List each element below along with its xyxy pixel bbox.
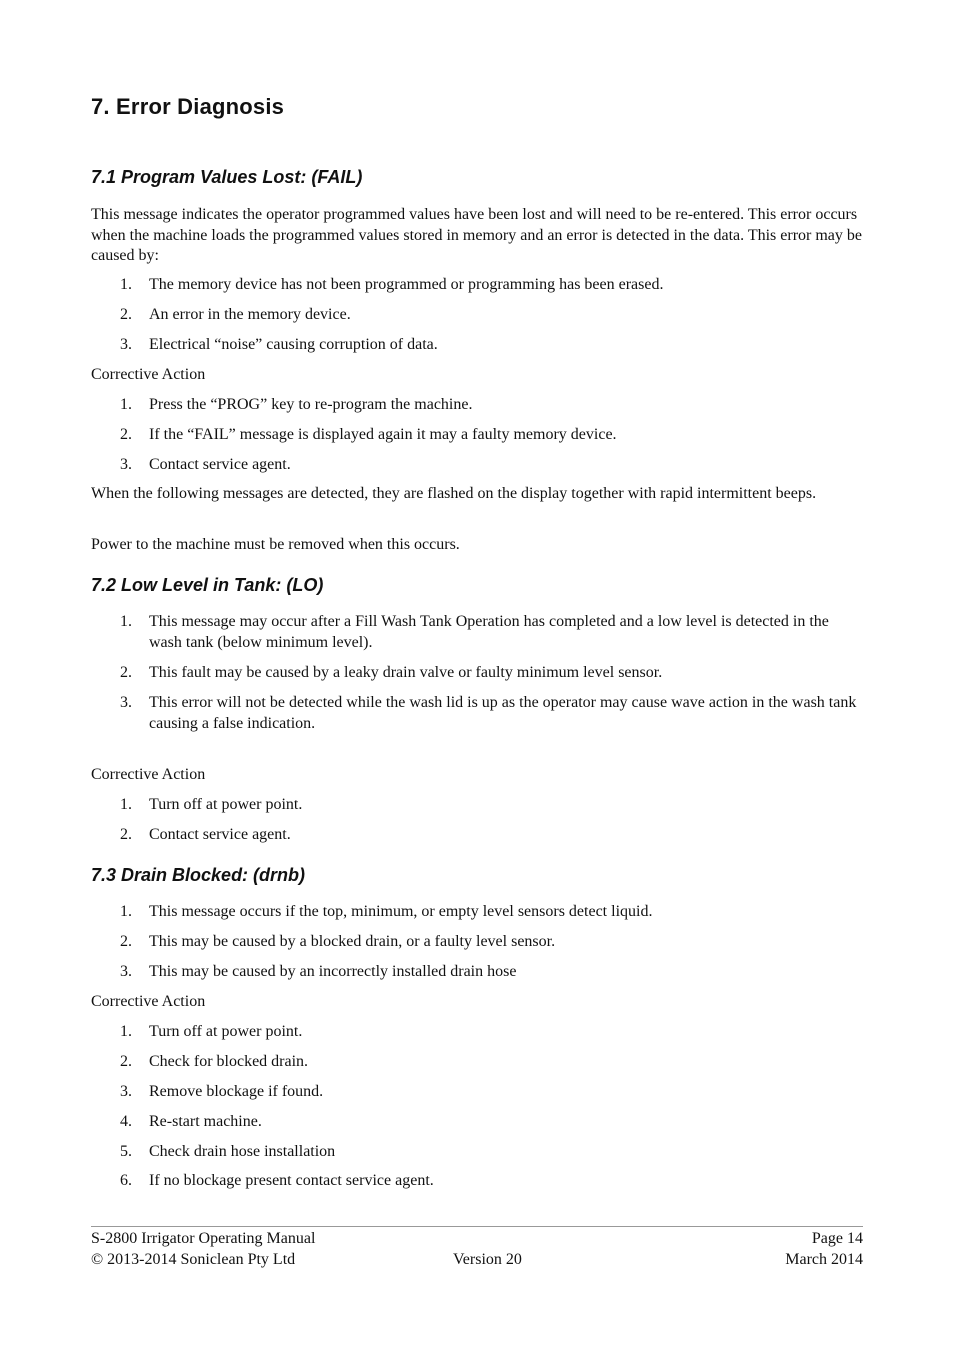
list-text: Check drain hose installation	[149, 1143, 336, 1160]
list-text: Contact service agent.	[149, 826, 291, 843]
list-text: If no blockage present contact service agent.	[149, 1172, 434, 1189]
list-number: 2.	[120, 933, 132, 950]
list-text: Check for blocked drain.	[149, 1053, 309, 1070]
list-number: 2.	[120, 826, 132, 843]
list-number: 4.	[120, 1113, 132, 1130]
footer-version: Version 20	[453, 1251, 522, 1268]
list-number: 1.	[120, 396, 132, 413]
list-number: 1.	[120, 903, 132, 920]
list-text: This message may occur after a Fill Wash Tank Operation has completed and a low level is detected in the wash tank (below minimum level).	[149, 613, 829, 651]
list-number: 1.	[120, 1023, 132, 1040]
list-text: This message occurs if the top, minimum, or empty level sensors detect liquid.	[149, 903, 653, 920]
footer-divider	[91, 1226, 863, 1227]
list-text: This fault may be caused by a leaky drain valve or faulty minimum level sensor.	[149, 664, 663, 681]
list-text: Electrical “noise” causing corruption of data.	[149, 336, 438, 353]
corrective-action-label: Corrective Action	[91, 993, 206, 1010]
section-title-7-3: 7.3 Drain Blocked: (drnb)	[91, 865, 306, 885]
list-number: 6.	[120, 1172, 132, 1189]
list-number: 2.	[120, 664, 132, 681]
list-text: Turn off at power point.	[149, 796, 303, 813]
footer-manual-title: S-2800 Irrigator Operating Manual	[91, 1230, 316, 1247]
list-number: 2.	[120, 306, 132, 323]
section-intro: This message indicates the operator programmed values have been lost and will need to be re-entered. This error occurs when the machine loads the programmed values stored in memory and an error is detected in the data. This error may be caused by:	[91, 206, 862, 264]
list-number: 2.	[120, 1053, 132, 1070]
list-number: 3.	[120, 963, 132, 980]
list-text: An error in the memory device.	[149, 306, 351, 323]
corrective-action-label: Corrective Action	[91, 766, 206, 783]
list-number: 1.	[120, 796, 132, 813]
chapter-heading: 7. Error Diagnosis	[91, 94, 285, 119]
list-number: 1.	[120, 613, 132, 630]
list-text: This error will not be detected while the wash lid is up as the operator may cause wave action in the wash tank causing a false indication.	[149, 694, 857, 732]
list-number: 1.	[120, 276, 132, 293]
list-number: 3.	[120, 694, 132, 711]
section-title-7-2: 7.2 Low Level in Tank: (LO)	[91, 575, 324, 595]
list-text: Remove blockage if found.	[149, 1083, 324, 1100]
footer-copyright: © 2013-2014 Soniclean Pty Ltd	[91, 1251, 296, 1268]
list-text: This may be caused by an incorrectly installed drain hose	[149, 963, 517, 980]
list-text: Contact service agent.	[149, 456, 291, 473]
list-text: Turn off at power point.	[149, 1023, 303, 1040]
list-text: Press the “PROG” key to re-program the machine.	[149, 396, 473, 413]
list-number: 3.	[120, 456, 132, 473]
flash-note: When the following messages are detected, they are flashed on the display together with rapid intermittent beeps.	[91, 485, 817, 502]
footer-date: March 2014	[785, 1251, 863, 1268]
list-number: 5.	[120, 1143, 132, 1160]
list-number: 3.	[120, 1083, 132, 1100]
list-text: Re-start machine.	[149, 1113, 262, 1130]
list-number: 2.	[120, 426, 132, 443]
section-title-7-1: 7.1 Program Values Lost: (FAIL)	[91, 167, 363, 187]
list-text: If the “FAIL” message is displayed again it may a faulty memory device.	[149, 426, 617, 443]
footer-page-number: Page 14	[811, 1230, 863, 1247]
corrective-action-label: Corrective Action	[91, 366, 206, 383]
list-text: The memory device has not been programmed or programming has been erased.	[149, 276, 664, 293]
power-note: Power to the machine must be removed when this occurs.	[91, 536, 460, 553]
list-number: 3.	[120, 336, 132, 353]
list-text: This may be caused by a blocked drain, or a faulty level sensor.	[149, 933, 556, 950]
